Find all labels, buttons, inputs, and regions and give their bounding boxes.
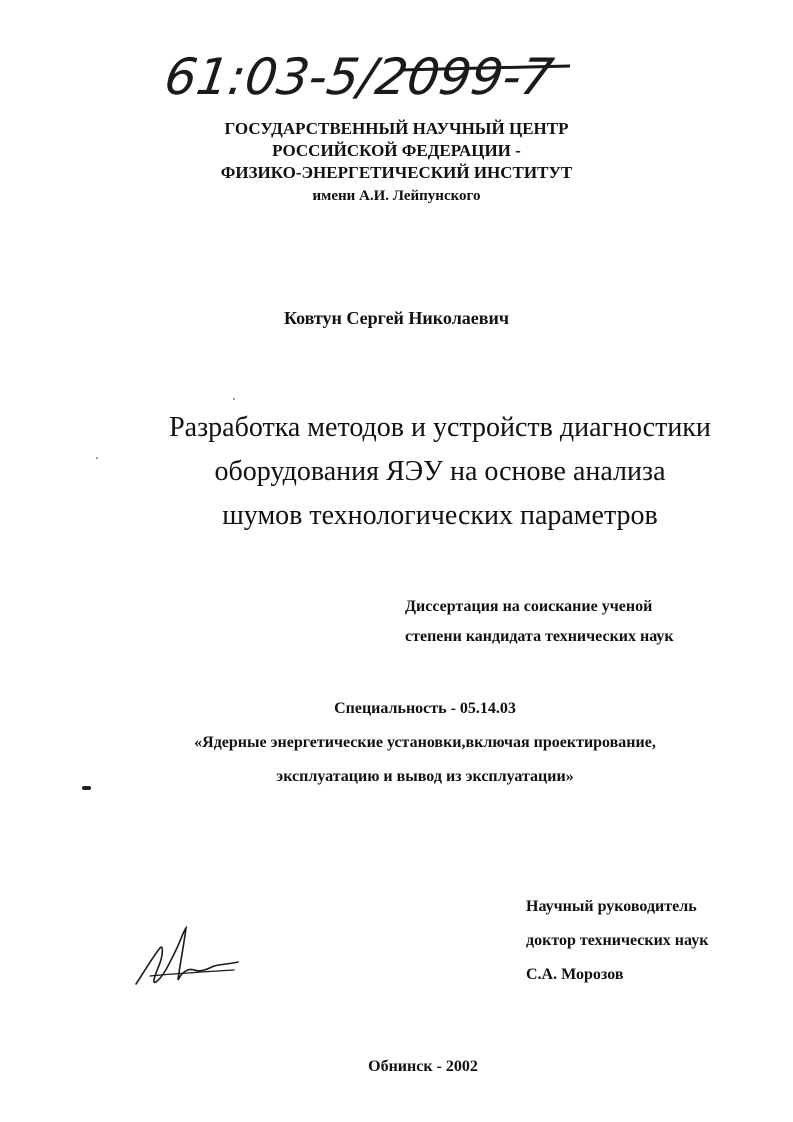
handwritten-archive-number xyxy=(150,42,610,122)
dissertation-line-2: степени кандидата технических наук xyxy=(405,628,674,645)
archive-number-text: 61:03-5/2099-7 xyxy=(161,47,558,106)
author-name: Ковтун Сергей Николаевич xyxy=(283,308,510,328)
dissertation-title xyxy=(100,406,780,538)
scan-speck xyxy=(233,398,235,400)
title-line-3: шумов технологических параметров xyxy=(222,500,658,531)
scan-speck xyxy=(96,457,98,459)
title-line-2: оборудования ЯЭУ на основе анализа xyxy=(214,456,666,487)
specialty-name-line-2: эксплуатацию и вывод из эксплуатации» xyxy=(276,768,574,785)
margin-mark xyxy=(82,786,91,790)
title-line-1: Разработка методов и устройств диагностики xyxy=(169,412,711,443)
dissertation-line-1: Диссертация на соискание ученой xyxy=(405,598,653,615)
supervisor-role: Научный руководитель xyxy=(526,898,697,915)
city-year: Обнинск - 2002 xyxy=(368,1058,478,1075)
specialty-code: Специальность - 05.14.03 xyxy=(334,700,516,717)
supervisor-degree: доктор технических наук xyxy=(526,932,709,949)
supervisor-name: С.А. Морозов xyxy=(526,966,624,983)
dissertation-type xyxy=(405,592,674,652)
institution-line-3: ФИЗИКО-ЭНЕРГЕТИЧЕСКИЙ ИНСТИТУТ xyxy=(220,163,573,182)
institution-line-2: РОССИЙСКОЙ ФЕДЕРАЦИИ - xyxy=(272,141,521,160)
institution-line-1: ГОСУДАРСТВЕННЫЙ НАУЧНЫЙ ЦЕНТР xyxy=(224,119,569,138)
supervisor-block xyxy=(526,890,708,992)
institution-line-4: имени А.И. Лейпунского xyxy=(312,188,481,204)
specialty-block xyxy=(0,692,793,794)
specialty-name-line-1: «Ядерные энергетические установки,включая проектирование, xyxy=(194,734,656,751)
signature xyxy=(130,924,240,990)
